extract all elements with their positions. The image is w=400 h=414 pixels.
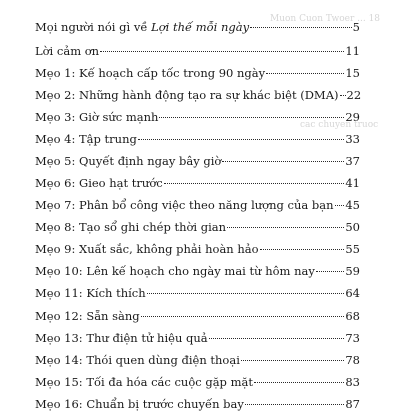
toc-page-number: 29 [345, 110, 360, 124]
dot-leader [100, 51, 344, 52]
toc-page-number: 11 [345, 44, 360, 58]
toc-entry-title: Mẹo 3: Giờ sức mạnh [35, 110, 159, 124]
toc-entry-title: Mẹo 11: Kích thích [35, 286, 146, 300]
toc-page-number: 68 [345, 309, 360, 323]
toc-entry [35, 151, 360, 171]
dot-leader [209, 338, 345, 339]
toc-entry [35, 261, 360, 281]
toc-page-number: 50 [345, 220, 360, 234]
dot-leader [222, 161, 344, 162]
bleed-through-text-top: Muon Cuon Twoer ... 18 [270, 14, 381, 24]
toc-page-number: 78 [345, 353, 360, 367]
toc-page-number: 37 [345, 154, 360, 168]
toc-entry-title: Mẹo 4: Tập trung [35, 132, 137, 146]
toc-entry [35, 129, 360, 149]
toc-entry-title: Mẹo 10: Lên kế hoạch cho ngày mai từ hôm nay [35, 264, 315, 278]
toc-entry-title: Mẹo 5: Quyết định ngay bây giờ [35, 154, 222, 168]
toc-entry [35, 173, 360, 193]
toc-entry-title: Mẹo 1: Kế hoạch cấp tốc trong 90 ngày [35, 66, 266, 80]
toc-entry-title: Mẹo 13: Thư điện tử hiệu quả [35, 331, 208, 345]
dot-leader [335, 205, 345, 206]
dot-leader [340, 95, 346, 96]
dot-leader [250, 27, 352, 28]
toc-page-number: 5 [352, 20, 360, 34]
toc-entry-title: Mẹo 16: Chuẩn bị trước chuyến bay [35, 397, 244, 411]
toc-page-number: 64 [345, 286, 360, 300]
toc-entry [35, 394, 360, 414]
dot-leader [260, 249, 345, 250]
toc-page-number: 55 [345, 242, 360, 256]
dot-leader [266, 73, 344, 74]
toc-entry-title: Mọi người nói gì về Lợi thế mỗi ngày [35, 20, 250, 34]
dot-leader [164, 183, 345, 184]
toc-entry-title: Mẹo 14: Thói quen dùng điện thoại [35, 353, 240, 367]
toc-entry-title: Mẹo 6: Gieo hạt trước [35, 176, 163, 190]
toc-page-number: 83 [345, 375, 360, 389]
dot-leader [227, 227, 344, 228]
toc-entry [35, 350, 360, 370]
toc-page-number: 41 [345, 176, 360, 190]
toc-entry [35, 217, 360, 237]
toc-page-number: 33 [345, 132, 360, 146]
toc-entry [35, 372, 360, 392]
bleed-through-text-mid: cac chuyen truoc [300, 120, 379, 130]
toc-entry [35, 283, 360, 303]
toc-entry-title: Mẹo 12: Sẵn sàng [35, 309, 140, 323]
toc-entry [35, 85, 360, 105]
dot-leader [245, 404, 344, 405]
toc-entry-title: Mẹo 9: Xuất sắc, không phải hoàn hảo [35, 242, 259, 256]
dot-leader [241, 360, 344, 361]
toc-entry [35, 306, 360, 326]
toc-entry [35, 17, 360, 37]
toc-entry-title: Mẹo 15: Tối đa hóa các cuộc gặp mặt [35, 375, 253, 389]
toc-entry [35, 195, 360, 215]
dot-leader [141, 316, 345, 317]
toc-entry [35, 239, 360, 259]
toc-entry-title: Lời cảm ơn [35, 44, 100, 58]
toc-page-number: 22 [346, 88, 362, 102]
toc-page-number: 45 [345, 198, 360, 212]
dot-leader [159, 117, 344, 118]
toc-page-number: 15 [345, 66, 360, 80]
toc-page-number: 59 [345, 264, 360, 278]
dot-leader [254, 382, 344, 383]
toc-entry-title: Mẹo 8: Tạo sổ ghi chép thời gian [35, 220, 227, 234]
dot-leader [316, 271, 345, 272]
toc-entry [35, 107, 360, 127]
toc-entry [35, 41, 360, 61]
toc-page-number: 73 [345, 331, 360, 345]
toc-entry-title: Mẹo 7: Phân bổ công việc theo năng lượng của bạn [35, 198, 334, 212]
toc-entry [35, 63, 360, 83]
toc-page-number: 87 [345, 397, 360, 411]
toc-entry-title: Mẹo 2: Những hành động tạo ra sự khác biệt (DMA) [35, 88, 339, 102]
dot-leader [138, 139, 345, 140]
dot-leader [147, 293, 345, 294]
toc-entry [35, 328, 360, 348]
